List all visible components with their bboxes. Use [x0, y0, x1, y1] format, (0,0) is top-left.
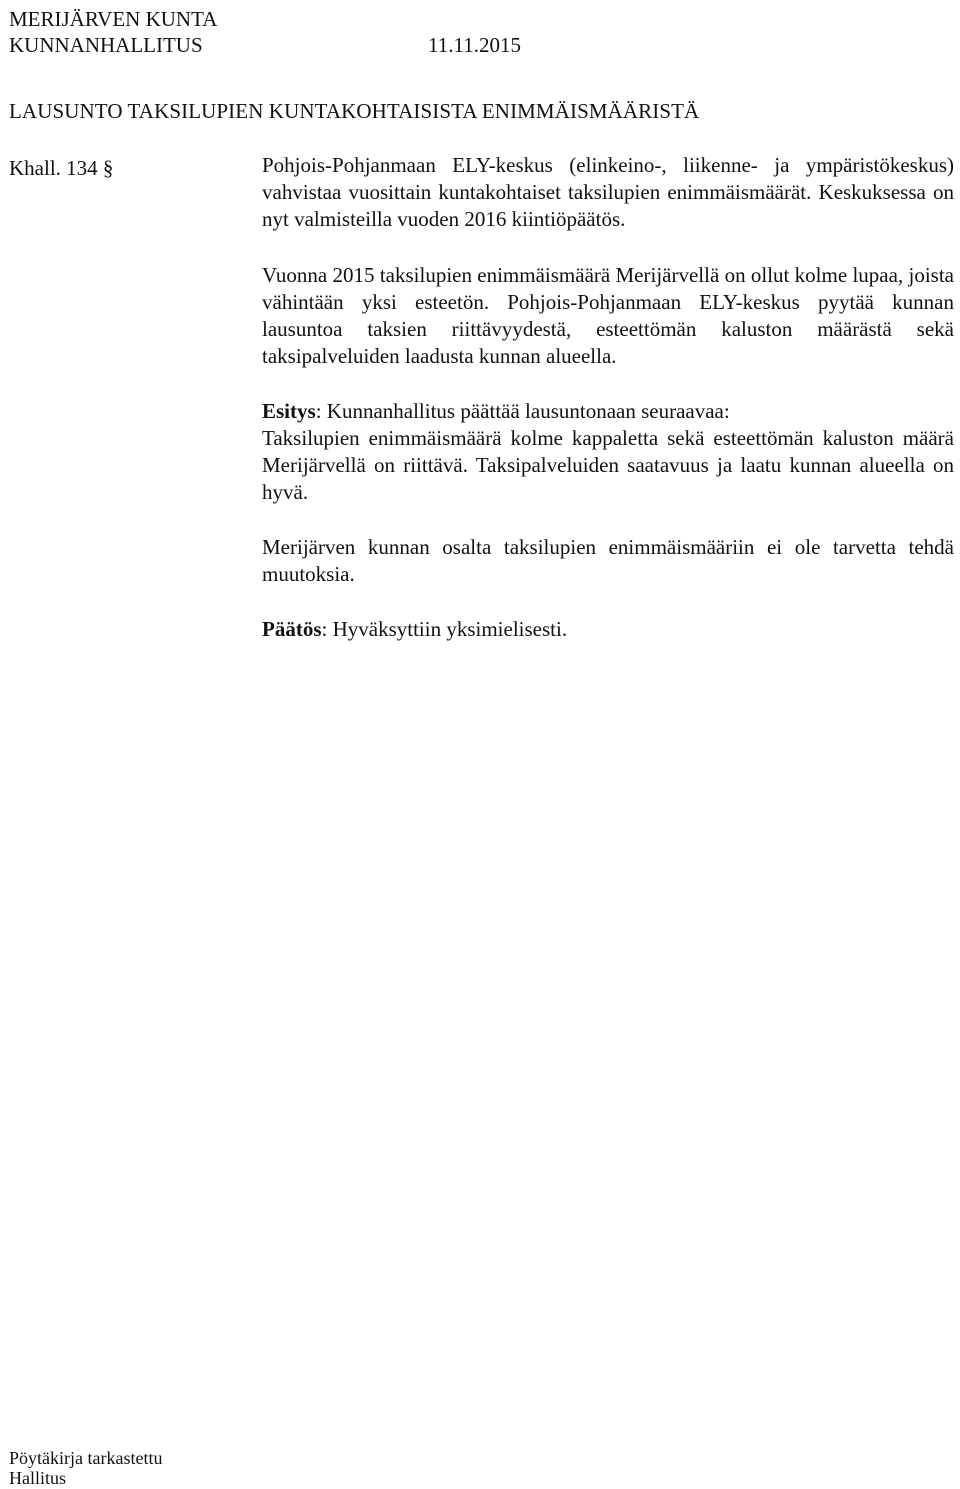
document-title: LAUSUNTO TAKSILUPIEN KUNTAKOHTAISISTA ENIMMÄISMÄÄRISTÄ	[9, 99, 700, 123]
paragraph-text: Vuonna 2015 taksilupien enimmäismäärä Merijärvellä on ollut kolme lupaa, joista vähintään yksi esteetön. Pohjois-Pohjanmaan ELY-keskus pyytää kunnan lausuntoa taksien riittävyydestä, esteettömän kaluston määrästä sekä taksipalveluiden laadusta kunnan alueella.	[262, 263, 954, 368]
paragraph-text: Pohjois-Pohjanmaan ELY-keskus (elinkeino-, liikenne- ja ympäristökeskus) vahvistaa vuosittain kuntakohtaiset taksilupien enimmäismäärät. Keskuksessa on nyt valmisteilla vuoden 2016 kiintiöpäätös.	[262, 153, 954, 231]
decision-label: Päätös	[262, 617, 322, 641]
footer-board-note: Hallitus	[9, 1468, 66, 1488]
proposal-intro-line	[262, 398, 954, 425]
organization-name: MERIJÄRVEN KUNTA	[9, 7, 218, 31]
paragraph-background	[262, 152, 954, 233]
decision-text: : Hyväksyttiin yksimielisesti.	[321, 617, 568, 641]
proposal-text: Taksilupien enimmäismäärä kolme kappaletta sekä esteettömän kaluston määrä Merijärvellä on riittävä. Taksipalveluiden saatavuus ja laatu kunnan alueella on hyvä.	[262, 426, 954, 504]
proposal-label: Esitys	[262, 399, 316, 423]
section-number: Khall. 134 §	[9, 156, 114, 180]
paragraph-request	[262, 262, 954, 370]
paragraph-decision	[262, 616, 954, 643]
proposal-intro: : Kunnanhallitus päättää lausuntonaan seuraavaa:	[315, 399, 730, 423]
footer-checked-note: Pöytäkirja tarkastettu	[9, 1448, 163, 1468]
meeting-date: 11.11.2015	[428, 33, 521, 57]
paragraph-text: Merijärven kunnan osalta taksilupien enimmäismääriin ei ole tarvetta tehdä muutoksia.	[262, 535, 954, 586]
paragraph-conclusion	[262, 534, 954, 588]
decision-line	[262, 616, 954, 643]
paragraph-proposal	[262, 398, 954, 506]
board-name: KUNNANHALLITUS	[9, 33, 203, 57]
